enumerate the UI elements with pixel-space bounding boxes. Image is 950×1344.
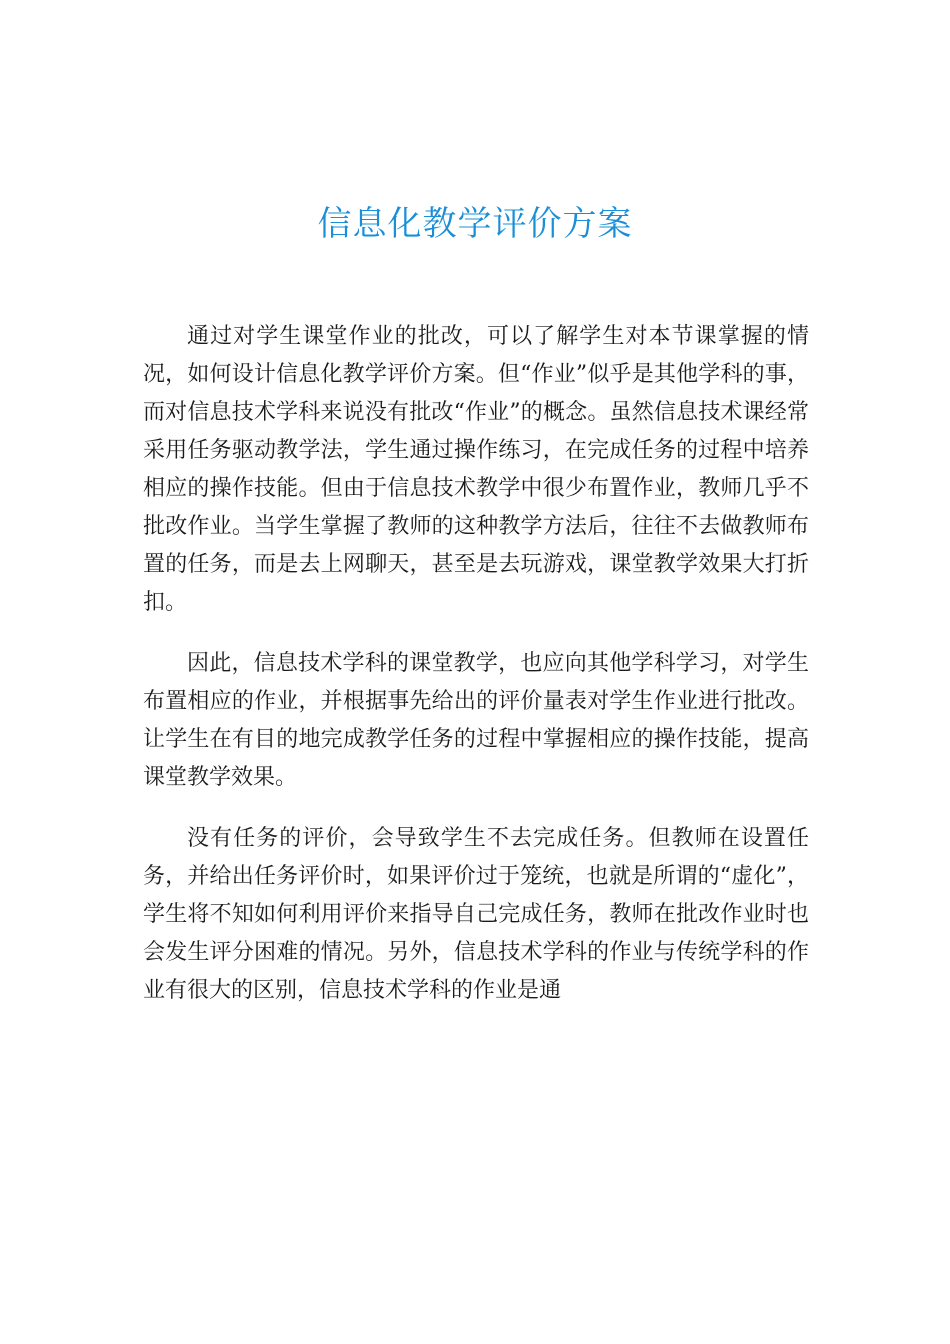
document-body <box>143 318 809 1033</box>
body-paragraph-3: 没有任务的评价，会导致学生不去完成任务。但教师在设置任务，并给出任务评价时，如果评价过于笼统，也就是所谓的“虚化”，学生将不知如何利用评价来指导自己完成任务，教师在批改作业时也会发生评分困难的情况。另外，信息技术学科的作业与传统学科的作业有很大的区别，信息技术学科的作业是通 <box>143 826 809 1003</box>
body-paragraph-1: 通过对学生课堂作业的批改，可以了解学生对本节课掌握的情况，如何设计信息化教学评价方案。但“作业”似乎是其他学科的事，而对信息技术学科来说没有批改“作业”的概念。虽然信息技术课经常采用任务驱动教学法，学生通过操作练习，在完成任务的过程中培养相应的操作技能。但由于信息技术教学中很少布置作业，教师几乎不批改作业。当学生掌握了教师的这种教学方法后，往往不去做教师布置的任务，而是去上网聊天，甚至是去玩游戏，课堂教学效果大打折扣。 <box>143 324 809 615</box>
document-title: 信息化教学评价方案 <box>317 204 633 244</box>
body-paragraph-2: 因此，信息技术学科的课堂教学，也应向其他学科学习，对学生布置相应的作业，并根据事先给出的评价量表对学生作业进行批改。让学生在有目的地完成教学任务的过程中掌握相应的操作技能，提高课堂教学效果。 <box>143 651 809 790</box>
